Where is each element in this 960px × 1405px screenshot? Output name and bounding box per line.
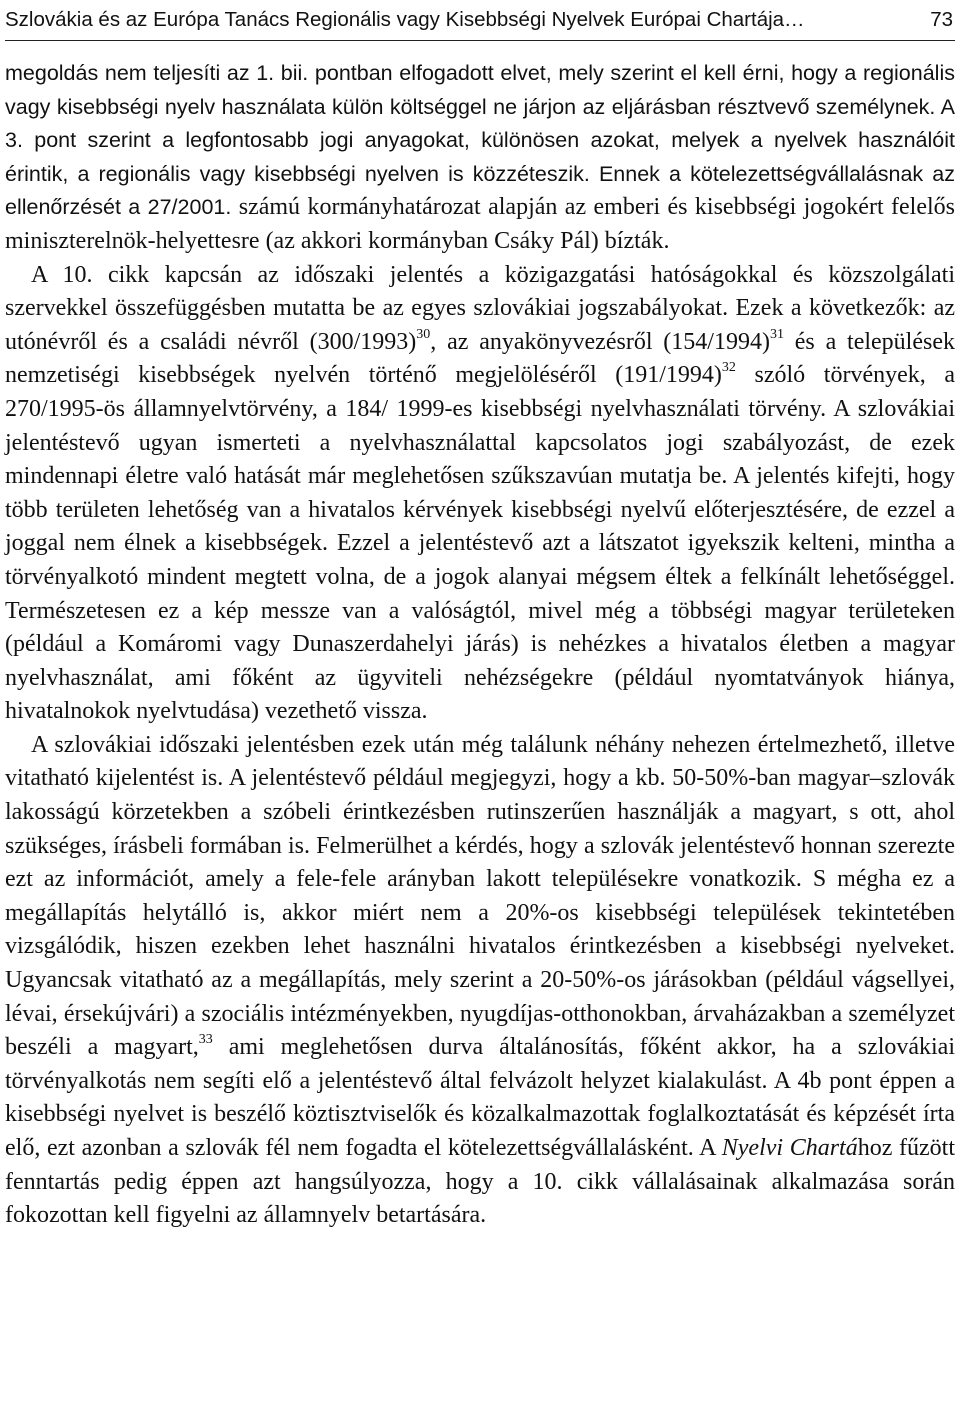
paragraph-2-part-c: és a települések nemzetiségi kisebbségek nyelvén történő megjelöléséről (191/1994) — [5, 328, 955, 389]
paragraph-1-sentence-1: megoldás nem teljesíti az 1. bii. pontban elfogadott elvet, mely szerint el kell érni, hogy a regionális vagy kisebbségi nyelv használata külön költséggel ne járjon az eljárásban résztvevő személynek. A 3. pont szerint a legfontosabb jogi anyagokat, különösen azokat, melyek a nyelvek használóit érintik, a regionális vagy kisebbségi nyelven is közzéteszik. Ennek a kötelezettségvállalásnak az ellenőrzését a 27/2001. — [5, 61, 955, 220]
footnote-ref-30[interactable]: 30 — [416, 326, 431, 342]
paragraph-2 — [5, 259, 955, 729]
paragraph-3 — [5, 729, 955, 1233]
paragraph-3-part-c: hoz fűzött fenntartás pedig éppen azt hangsúlyozza, hogy a 10. cikk vállalásainak alkalmazása során fokozottan kell figyelni az államnyelv betartására. — [5, 1135, 955, 1229]
paragraph-3-part-a: A szlovákiai időszaki jelentésben ezek után még találunk néhány nehezen értelmezhető, illetve vitatható kijelentést is. A jelentéstevő például megjegyzi, hogy a kb. 50-50%-ban magyar–szlovák lakosságú körzetekben a szóbeli érintkezésben rutinszerűen használják a magyart, s ott, ahol szükséges, írásbeli formában is. Felmerülhet a kérdés, hogy a szlovák jelentéstevő honnan szerezte ezt az információt, amely a fele-fele arányban lakott településekre vonatkozik. S mégha ez a megállapítás helytálló is, akkor miért nem a 20%-os kisebbségi települések tekintetében vizsgálódik, hiszen ezekben lehet használni hivatalos érintkezésben a kisebbségi nyelveket. Ugyancsak vitatható az a megállapítás, mely szerint a 20-50%-os járásokban (például vágsellyei, lévai, érsekújvári) a szociális intézményekben, nyugdíjas-otthonokban, árvaházakban a személyzet beszéli a magyart, — [5, 731, 955, 1061]
italic-title-nyelvi-charta: Nyelvi Chartá — [721, 1135, 858, 1161]
paragraph-1-sentence-2: számú kormányhatározat alapján az emberi és kisebbségi jogokért felelős miniszterelnök-helyettesre (az akkori kormányban Csáky Pál) bízták. — [5, 194, 955, 254]
page-number: 73 — [930, 8, 953, 31]
document-page — [5, 0, 955, 1405]
running-header-title: Szlovákia és az Európa Tanács Regionális vagy Kisebbségi Nyelvek Európai Chartája… — [5, 8, 805, 31]
paragraph-3-part-b: ami meglehetősen durva általánosítás, főként akkor, ha a szlovákiai törvényalkotás nem segíti elő a jelentéstevő által felvázolt helyzet kialakulást. A 4b pont éppen a kisebbségi nyelvet is beszélő köztisztviselők és közalkalmazottak foglalkoztatását és képzését írta elő, ezt azonban a szlovák fél nem fogadta el kötelezettségvállalásként. A — [5, 1034, 955, 1161]
footnote-ref-31[interactable]: 31 — [769, 326, 784, 342]
running-header — [5, 0, 955, 41]
paragraph-2-part-b: , az anyakönyvezésről (154/1994) — [430, 328, 770, 355]
paragraph-1 — [5, 57, 955, 259]
footnote-ref-33[interactable]: 33 — [198, 1032, 213, 1048]
paragraph-2-part-d: szóló törvények, a 270/1995-ös államnyelvtörvény, a 184/ 1999-es kisebbségi nyelvhasználati törvény. A szlovákiai jelentéstevő ugyan ismerteti a nyelvhasználattal kapcsolatos jogi szabályozást, de ezek mindennapi életre való hatását már meglehetősen szűkszavúan mutatja be. A jelentés kifejti, hogy több területen lehetőség van a hivatalos kérvények kisebbségi nyelvű előterjesztésére, de ezzel a joggal nem élnek a kisebbségek. Ezzel a jelentéstevő azt a látszatot igyekszik kelteni, mintha a törvényalkotó mindent megtett volna, de a jogok alanyai mégsem éltek a felkínált lehetőséggel. Természetesen ez a kép messze van a valóságtól, mivel még a többségi magyar területeken (például a Komáromi vagy Dunaszerdahelyi járás) is nehézkes a hivatalos életben a magyar nyelvhasználat, ami főként az ügyviteli nehézségekre (például nyomtatványok hiánya, hivatalnokok nyelvtudása) vezethető vissza. — [5, 362, 956, 725]
paragraph-2-part-a: A 10. cikk kapcsán az időszaki jelentés a közigazgatási hatóságokkal és közszolgálati szervekkel összefüggésben mutatta be az egyes szlovákiai jogszabályokat. Ezek a következők: az utónévről és a családi névről (300/1993) — [5, 261, 955, 355]
footnote-ref-32[interactable]: 32 — [721, 360, 736, 376]
body-text — [5, 57, 955, 1233]
